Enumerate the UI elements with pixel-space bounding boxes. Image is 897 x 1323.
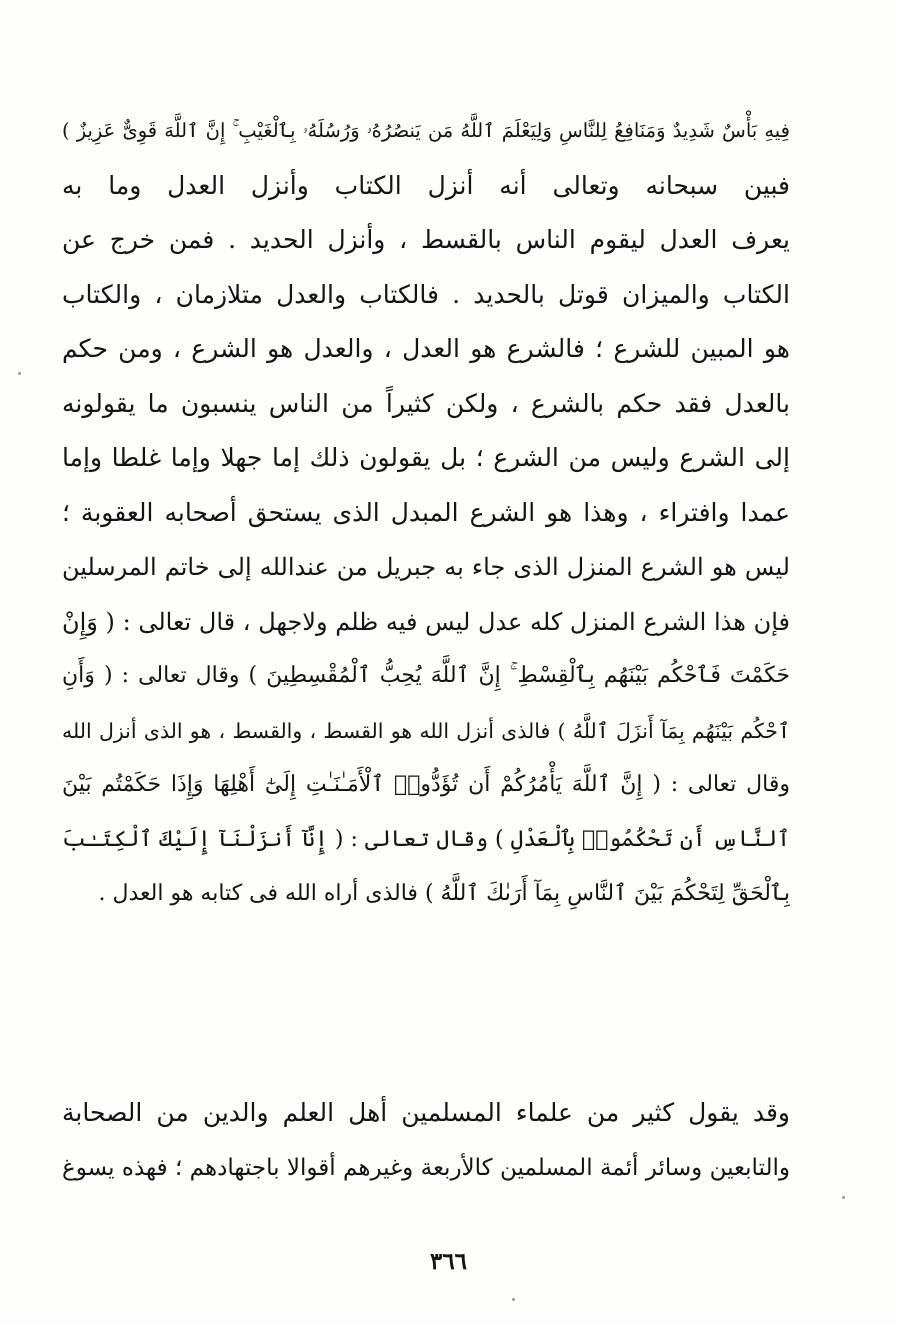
text-line: هو المبين للشرع ؛ فالشرع هو العدل ، والعدل هو الشرع ، ومن حكم: [62, 334, 790, 363]
main-text-block: [62, 104, 790, 922]
text-line: والتابعين وسائر أئمة المسلمين كالأربعة وغيرهم أقوالا باجتهادهم ؛ فهذه يسوغ: [62, 1154, 790, 1181]
paper-speck: [842, 1196, 845, 1199]
text-line: إلى الشرع وليس من الشرع ؛ بل يقولون ذلك إما جهلا وإما غلطا وإما: [62, 443, 790, 472]
text-line-quran-verse: ٱحْكُم بَيْنَهُم بِمَآ أَنزَلَ ٱللَّهُ ) فالذى أنزل الله هو القسط ، والقسط ، هو الذى أنزل الله: [62, 718, 790, 743]
text-line-quran-verse: ٱلنَّاسِ أَن تَحْكُمُوا۟ بِٱلْعَدْلِ ) وقال تعالى : ( إِنَّآ أَنزَلْنَآ إِلَيْكَ ٱلْكِتَـٰبَ: [62, 826, 790, 852]
paper-speck: [512, 1298, 515, 1301]
text-line: بالعدل فقد حكم بالشرع ، ولكن كثيراً من الناس ينسبون ما يقولونه: [62, 388, 790, 418]
paper-speck: [18, 372, 21, 375]
second-paragraph-block: [62, 1086, 790, 1195]
text-line: وقد يقول كثير من علماء المسلمين أهل العلم والدين من الصحابة: [62, 1098, 790, 1127]
text-line-quran-verse: حَكَمْتَ فَٱحْكُم بَيْنَهُم بِٱلْقِسْطِ ۚ إِنَّ ٱللَّهَ يُحِبُّ ٱلْمُقْسِطِينَ ) وقال تعالى : ( وَأَنِ: [62, 663, 790, 688]
text-line-quran-verse: وقال تعالى : ( إِنَّ ٱللَّهَ يَأْمُرُكُمْ أَن تُؤَدُّوا۟ ٱلْأَمَـٰنَـٰتِ إِلَىٰٓ أَهْلِهَا وَإِذَا حَكَمْتُم بَيْنَ: [62, 772, 790, 797]
text-line: ليس هو الشرع المنزل الذى جاء به جبريل من عندالله إلى خاتم المرسلين: [62, 553, 790, 581]
text-line: فإن هذا الشرع المنزل كله عدل ليس فيه ظلم ولاجهل ، قال تعالى : ( وَإِنْ: [62, 607, 790, 636]
page-number: ٣٦٦: [429, 1248, 468, 1275]
text-line: فبين سبحانه وتعالى أنه أنزل الكتاب وأنزل العدل وما به: [62, 170, 790, 200]
text-line-quran-verse: بِٱلْحَقِّ لِتَحْكُمَ بَيْنَ ٱلنَّاسِ بِمَآ أَرَىٰكَ ٱللَّهُ ) فالذى أراه الله فى كتابه هو العدل .: [98, 881, 790, 906]
text-line: الكتاب والميزان قوتل بالحديد . فالكتاب والعدل متلازمان ، والكتاب: [62, 279, 790, 309]
text-line-quran-verse: فِيهِ بَأْسٌ شَدِيدٌ وَمَنَافِعُ لِلنَّاسِ وَلِيَعْلَمَ ٱللَّهُ مَن يَنصُرُهُۥ وَرُسُلَهُۥ بِٱلْغَيْبِ ۚ إِنَّ ٱللَّهَ قَوِىٌّ عَزِيزٌ ): [62, 119, 790, 142]
text-line: عمدا وافتراء ، وهذا هو الشرع المبدل الذى يستحق أصحابه العقوبة ؛: [62, 497, 790, 527]
text-line: يعرف العدل ليقوم الناس بالقسط ، وأنزل الحديد . فمن خرج عن: [62, 225, 790, 254]
